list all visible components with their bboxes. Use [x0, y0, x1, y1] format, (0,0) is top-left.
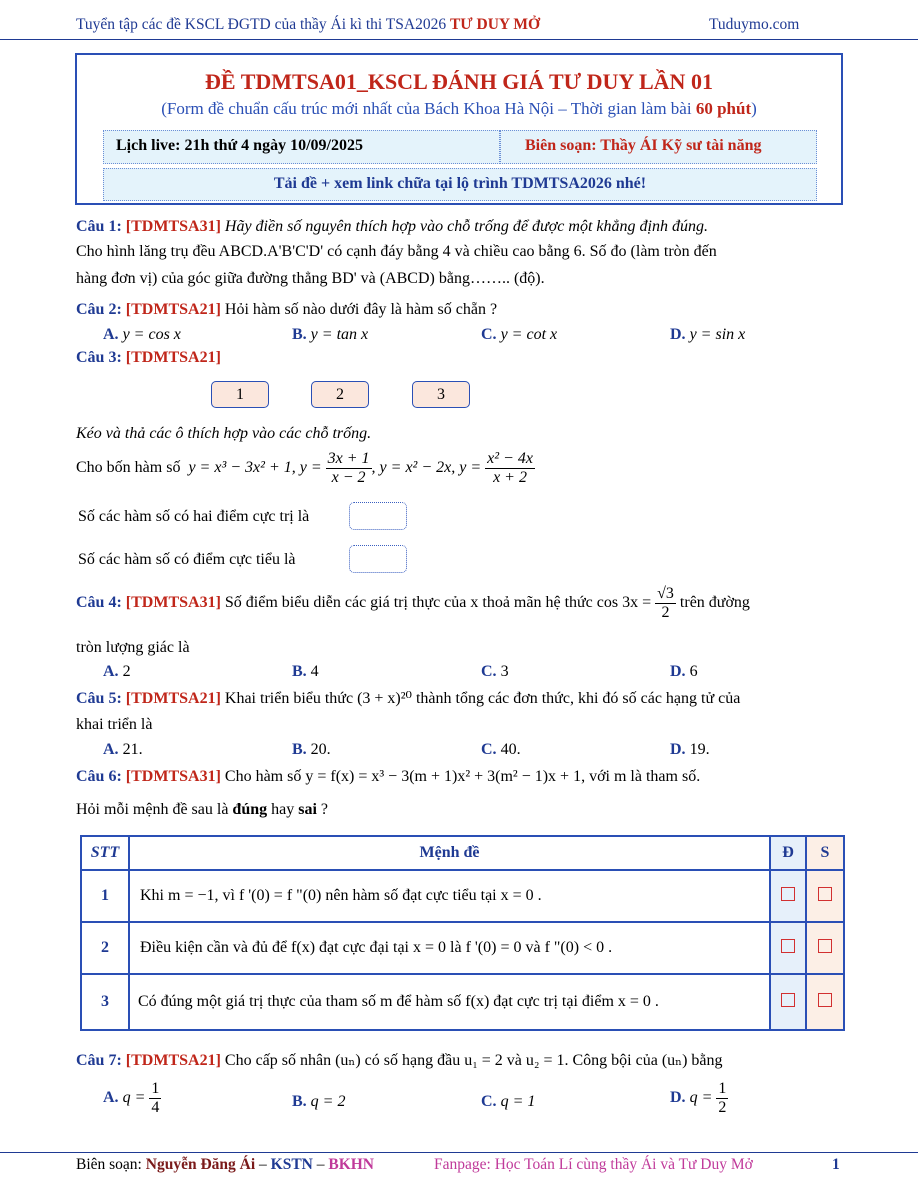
row-number: 3 [81, 974, 129, 1030]
option-text: 20. [310, 741, 331, 758]
question-3-instruction: Kéo và thả các ô thích hợp vào các chỗ trống. [76, 425, 372, 442]
footer-divider [0, 1152, 918, 1153]
option-text: 3 [500, 663, 509, 680]
q7-option-a[interactable] [103, 1080, 161, 1117]
option-text: q = 1 [500, 1093, 536, 1110]
subtitle-text: (Form đề chuẩn cấu trúc mới nhất của Bách Khoa Hà Nội – Thời gian làm bài [161, 99, 696, 118]
header-true: Đ [770, 836, 806, 870]
fraction-numerator: 1 [151, 1080, 160, 1097]
checkbox-icon [781, 887, 795, 901]
function-2-fraction [326, 450, 372, 487]
false-checkbox[interactable] [806, 870, 844, 922]
option-text: y = cot x [500, 326, 558, 343]
question-text: Cho hàm số y = f(x) = x³ − 3(m + 1)x² + 3(m² − 1)x + 1, với m là tham số. [224, 768, 701, 785]
question-3-functions [76, 450, 535, 487]
option-text: y = sin x [689, 326, 746, 343]
option-key: D. [670, 1089, 686, 1107]
option-text: 4 [310, 663, 319, 680]
option-key: A. [103, 326, 119, 343]
line-text: hay [267, 801, 299, 818]
table-row [81, 974, 844, 1030]
drop-zone-2[interactable] [349, 545, 407, 573]
question-1 [76, 216, 856, 238]
q7-option-c[interactable] [481, 1091, 535, 1113]
row-number: 1 [81, 870, 129, 922]
false-checkbox[interactable] [806, 922, 844, 974]
question-text: Số điểm biểu diễn các giá trị thực của x thoả mãn hệ thức cos 3x = [224, 594, 652, 612]
q2-option-a[interactable] [103, 324, 181, 346]
word-false: sai [298, 801, 317, 818]
function-4-fraction [485, 450, 535, 487]
option-key: B. [292, 663, 307, 680]
fraction-denominator: 4 [151, 1099, 160, 1116]
drag-chip-2[interactable]: 2 [311, 381, 369, 408]
drag-chip-1[interactable]: 1 [211, 381, 269, 408]
question-tag: [TDMTSA21] [125, 1052, 221, 1069]
exam-title: ĐỀ TDMTSA01_KSCL ĐÁNH GIÁ TƯ DUY LẦN 01 [205, 69, 713, 94]
footer-sep: – [255, 1156, 271, 1173]
q5-option-b[interactable] [292, 739, 331, 761]
question-label: Câu 3: [76, 349, 122, 366]
header-stt: STT [81, 836, 129, 870]
footer-fanpage[interactable]: Fanpage: Học Toán Lí cùng thầy Ái và Tư Duy Mở [434, 1156, 753, 1173]
true-checkbox[interactable] [770, 922, 806, 974]
q5-option-c[interactable] [481, 739, 521, 761]
question-1-line1: Cho hình lăng trụ đều ABCD.A'B'C'D' có cạnh đáy bằng 4 và chiều cao bằng 6. Số đo (làm tròn đến [76, 243, 717, 260]
option-key: D. [670, 326, 686, 343]
option-text: q = 2 [310, 1093, 346, 1110]
question-tag: [TDMTSA21] [125, 690, 221, 707]
question-tag: [TDMTSA31] [125, 768, 221, 785]
option-key: B. [292, 326, 307, 343]
table-header-row [81, 836, 844, 870]
option-text: 40. [500, 741, 521, 758]
question-6-line2 [76, 799, 328, 821]
option-fraction [716, 1080, 728, 1117]
fraction-denominator: x + 2 [493, 469, 527, 486]
q4-option-c[interactable] [481, 661, 509, 683]
true-false-table [80, 835, 845, 1031]
option-fraction [149, 1080, 161, 1117]
option-key: C. [481, 663, 497, 680]
option-key: B. [292, 741, 307, 758]
checkbox-icon [818, 887, 832, 901]
row-statement: Điều kiện cần và đủ để f(x) đạt cực đại tại x = 0 là f '(0) = 0 và f "(0) < 0 . [129, 922, 770, 974]
q7-option-b[interactable] [292, 1091, 345, 1113]
word-true: đúng [232, 801, 268, 818]
header-series-title [76, 16, 540, 34]
row-number: 2 [81, 922, 129, 974]
footer-credit [76, 1156, 374, 1174]
blank-2-label: Số các hàm số có điểm cực tiểu là [78, 551, 296, 568]
option-text: y = tan x [310, 326, 369, 343]
option-text: 2 [122, 663, 131, 680]
question-2 [76, 299, 497, 321]
row-statement: Khi m = −1, vì f '(0) = f "(0) nên hàm số đạt cực tiểu tại x = 0 . [129, 870, 770, 922]
question-5-line2: khai triển là [76, 716, 153, 733]
sqrt3-over-2-fraction [655, 585, 676, 622]
fraction-numerator: 1 [718, 1080, 727, 1097]
exam-duration: 60 phút [695, 99, 752, 118]
question-label: Câu 5: [76, 690, 122, 707]
question-instruction: Hãy điền số nguyên thích hợp vào chỗ trống để được một khẳng định đúng. [224, 218, 708, 235]
footer-kstn: KSTN [270, 1156, 313, 1173]
checkbox-icon [818, 993, 832, 1007]
question-4-line2: tròn lượng giác là [76, 639, 190, 656]
question-7 [76, 1050, 723, 1072]
question-text: Khai triển biểu thức (3 + x)²⁰ thành tổng các đơn thức, khi đó số các hạng tử của [224, 690, 741, 707]
question-tag: [TDMTSA31] [125, 594, 221, 612]
question-label: Câu 7: [76, 1052, 122, 1069]
footer-sep: – [312, 1156, 329, 1173]
question-label: Câu 1: [76, 218, 122, 235]
question-tag: [TDMTSA21] [125, 349, 221, 366]
exam-title-box [75, 53, 843, 205]
functions-prefix: Cho bốn hàm số [76, 459, 181, 477]
function-1: y = x³ − 3x² + 1, y = [188, 459, 322, 477]
option-key: A. [103, 741, 119, 758]
question-3 [76, 347, 221, 369]
blank-1-label: Số các hàm số có hai điểm cực trị là [78, 508, 310, 525]
checkbox-icon [818, 939, 832, 953]
q2-option-d[interactable] [670, 324, 745, 346]
q5-option-d[interactable] [670, 739, 710, 761]
option-key: C. [481, 326, 497, 343]
header-statement: Mệnh đề [129, 836, 770, 870]
false-checkbox[interactable] [806, 974, 844, 1030]
option-text: 19. [689, 741, 710, 758]
question-4 [76, 585, 750, 622]
q4-option-d[interactable] [670, 661, 698, 683]
q2-option-b[interactable] [292, 324, 368, 346]
question-text: Hỏi hàm số nào dưới đây là hàm số chẵn ? [224, 301, 498, 318]
question-1-line2: hàng đơn vị) của góc giữa đường thẳng BD' và (ABCD) bằng…….. (độ). [76, 270, 545, 287]
question-label: Câu 4: [76, 594, 122, 612]
checkbox-icon [781, 993, 795, 1007]
footer-bkhn: BKHN [328, 1156, 375, 1173]
drag-chip-3[interactable]: 3 [412, 381, 470, 408]
fraction-numerator: x² − 4x [487, 450, 533, 467]
question-text: Cho cấp số nhân (uₙ) có số hạng đầu u₁ = 2 và u₂ = 1. Công bội của (uₙ) bằng [224, 1052, 723, 1069]
q7-option-d[interactable] [670, 1080, 728, 1117]
q2-option-c[interactable] [481, 324, 557, 346]
q4-option-a[interactable] [103, 661, 131, 683]
option-key: A. [103, 663, 119, 680]
header-false: S [806, 836, 844, 870]
option-key: D. [670, 741, 686, 758]
drop-zone-1[interactable] [349, 502, 407, 530]
checkbox-icon [781, 939, 795, 953]
function-3: , y = x² − 2x, y = [371, 459, 482, 477]
option-text: 21. [122, 741, 143, 758]
fraction-denominator: 2 [661, 604, 670, 621]
question-label: Câu 2: [76, 301, 122, 318]
fraction-denominator: 2 [718, 1099, 727, 1116]
option-text: 6 [689, 663, 698, 680]
live-schedule: Lịch live: 21h thứ 4 ngày 10/09/2025 [103, 130, 500, 164]
question-label: Câu 6: [76, 768, 122, 785]
option-key: C. [481, 741, 497, 758]
page-number: 1 [832, 1156, 840, 1173]
q5-option-a[interactable] [103, 739, 143, 761]
option-key: A. [103, 1089, 119, 1107]
header-brand: TƯ DUY MỞ [449, 16, 541, 33]
option-text: q = [122, 1089, 146, 1107]
header-website[interactable]: Tuduymo.com [709, 16, 800, 33]
option-key: C. [481, 1093, 497, 1110]
table-row [81, 922, 844, 974]
question-text-tail: trên đường [675, 594, 750, 612]
footer-author: Nguyễn Đăng Ái [145, 1156, 256, 1173]
true-checkbox[interactable] [770, 974, 806, 1030]
true-checkbox[interactable] [770, 870, 806, 922]
subtitle-close: ) [751, 99, 757, 118]
footer-text: Biên soạn: [76, 1156, 146, 1173]
option-text: y = cos x [122, 326, 181, 343]
option-key: B. [292, 1093, 307, 1110]
option-text: q = [689, 1089, 713, 1107]
question-5 [76, 688, 740, 710]
option-key: D. [670, 663, 686, 680]
header-divider [0, 39, 918, 40]
header-series-text: Tuyển tập các đề KSCL ĐGTD của thầy Ái kì thi TSA2026 [76, 16, 447, 33]
compiler-credit: Biên soạn: Thầy ÁI Kỹ sư tài năng [500, 130, 817, 164]
question-tag: [TDMTSA21] [125, 301, 221, 318]
line-text: Hỏi mỗi mệnh đề sau là [76, 801, 233, 818]
question-tag: [TDMTSA31] [125, 218, 221, 235]
line-text: ? [316, 801, 329, 818]
fraction-denominator: x − 2 [331, 469, 366, 486]
fraction-numerator: √3 [657, 585, 674, 602]
q4-option-b[interactable] [292, 661, 319, 683]
row-statement: Có đúng một giá trị thực của tham số m để hàm số f(x) đạt cực trị tại điểm x = 0 . [129, 974, 770, 1030]
download-note: Tải đề + xem link chữa tại lộ trình TDMTSA2026 nhé! [103, 168, 817, 201]
exam-subtitle [77, 99, 841, 119]
question-6 [76, 766, 700, 788]
fraction-numerator: 3x + 1 [327, 450, 370, 467]
table-row [81, 870, 844, 922]
